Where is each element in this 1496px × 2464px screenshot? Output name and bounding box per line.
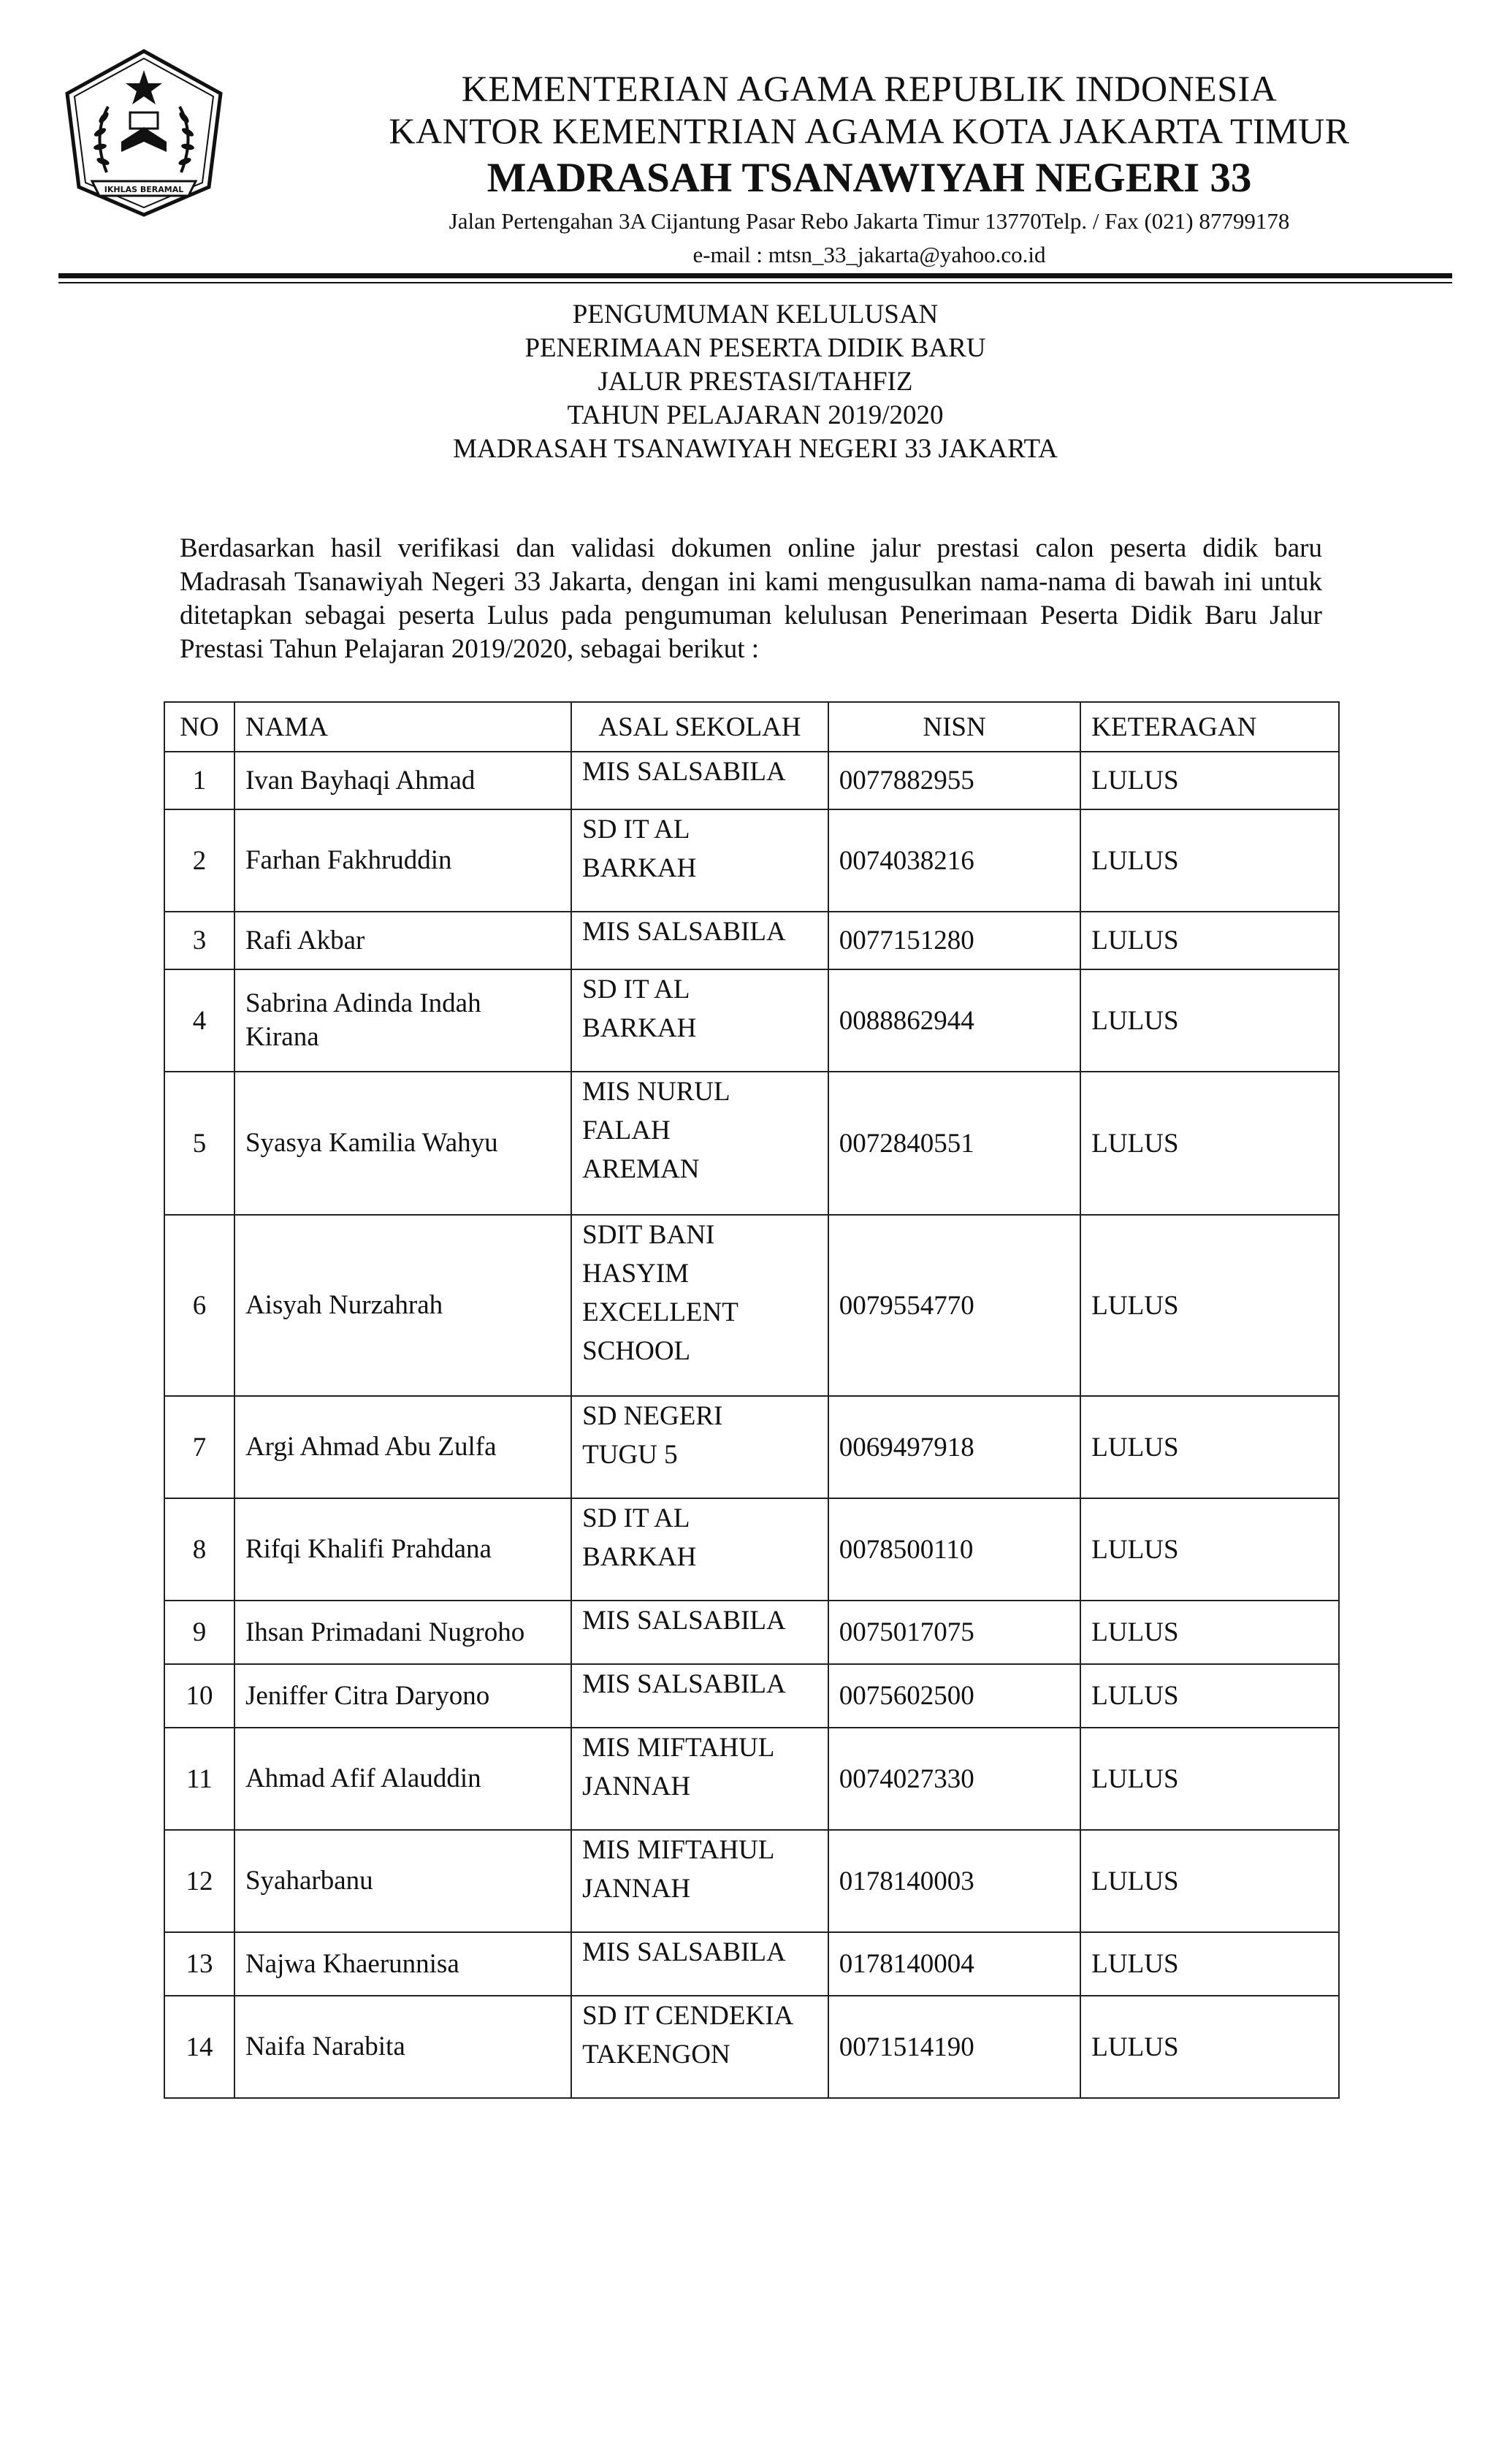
school-name-line: MIS SALSABILA xyxy=(582,1937,786,1967)
cell-asal-sekolah xyxy=(571,1072,828,1215)
cell-keterangan: LULUS xyxy=(1080,1601,1339,1664)
cell-nama: Rifqi Khalifi Prahdana xyxy=(234,1498,571,1601)
cell-asal-sekolah xyxy=(571,1396,828,1498)
cell-nisn: 0178140004 xyxy=(828,1932,1081,1996)
cell-nisn: 0069497918 xyxy=(828,1396,1081,1498)
school-name-line: SCHOOL xyxy=(582,1336,691,1366)
school-name-line: BARKAH xyxy=(582,853,697,883)
announcement-titles xyxy=(58,298,1452,466)
cell-asal-sekolah xyxy=(571,969,828,1072)
cell-asal-sekolah xyxy=(571,1728,828,1830)
cell-keterangan: LULUS xyxy=(1080,1072,1339,1215)
school-email: e-mail : mtsn_33_jakarta@yahoo.co.id xyxy=(692,242,1046,267)
table-row xyxy=(164,1215,1339,1396)
cell-nisn: 0077882955 xyxy=(828,752,1081,809)
table-body xyxy=(164,752,1339,2098)
school-name-line: TAKENGON xyxy=(582,2040,730,2070)
header-asal-sekolah: ASAL SEKOLAH xyxy=(571,702,828,752)
school-name-line: SDIT BANI xyxy=(582,1220,715,1250)
cell-no: 6 xyxy=(164,1215,234,1396)
announcement-title-line: TAHUN PELAJARAN 2019/2020 xyxy=(567,400,944,430)
cell-nama: Ivan Bayhaqi Ahmad xyxy=(234,752,571,809)
school-name-line: MIS SALSABILA xyxy=(582,1669,786,1699)
cell-asal-sekolah xyxy=(571,912,828,969)
announcement-title-line: PENGUMUMAN KELULUSAN xyxy=(572,300,939,329)
cell-nama: Ihsan Primadani Nugroho xyxy=(234,1601,571,1664)
table-row xyxy=(164,1072,1339,1215)
cell-nama: Farhan Fakhruddin xyxy=(234,809,571,912)
cell-keterangan: LULUS xyxy=(1080,912,1339,969)
header-no: NO xyxy=(164,702,234,752)
school-name-line: EXCELLENT xyxy=(582,1297,739,1327)
ministry-emblem-logo xyxy=(63,48,225,219)
cell-keterangan: LULUS xyxy=(1080,1664,1339,1728)
cell-nisn: 0078500110 xyxy=(828,1498,1081,1601)
table-row xyxy=(164,1932,1339,1996)
school-name-line: MIS NURUL xyxy=(582,1077,730,1107)
cell-keterangan: LULUS xyxy=(1080,1728,1339,1830)
office-line: KANTOR KEMENTRIAN AGAMA KOTA JAKARTA TIMUR xyxy=(389,110,1350,151)
cell-keterangan: LULUS xyxy=(1080,809,1339,912)
cell-no: 11 xyxy=(164,1728,234,1830)
letterhead xyxy=(241,67,1496,272)
cell-asal-sekolah xyxy=(571,1601,828,1664)
cell-asal-sekolah xyxy=(571,1664,828,1728)
cell-keterangan: LULUS xyxy=(1080,752,1339,809)
school-name-line: MIS MIFTAHUL xyxy=(582,1835,775,1865)
school-name: MADRASAH TSANAWIYAH NEGERI 33 xyxy=(486,155,1252,201)
announcement-title-line: JALUR PRESTASI/TAHFIZ xyxy=(598,367,913,397)
cell-asal-sekolah xyxy=(571,752,828,809)
graduation-table xyxy=(164,701,1340,2099)
cell-asal-sekolah xyxy=(571,1830,828,1932)
school-address: Jalan Pertengahan 3A Cijantung Pasar Rebo Jakarta Timur 13770Telp. / Fax (021) 87799178 xyxy=(449,208,1290,234)
cell-no: 14 xyxy=(164,1996,234,2098)
school-name-line: MIS MIFTAHUL xyxy=(582,1733,775,1763)
cell-nama: Argi Ahmad Abu Zulfa xyxy=(234,1396,571,1498)
cell-nama: Naifa Narabita xyxy=(234,1996,571,2098)
header-nisn: NISN xyxy=(828,702,1081,752)
header-keterangan: KETERAGAN xyxy=(1080,702,1339,752)
cell-keterangan: LULUS xyxy=(1080,1498,1339,1601)
table-header-row xyxy=(164,702,1339,752)
school-name-line: SD IT CENDEKIA xyxy=(582,2001,794,2031)
cell-asal-sekolah xyxy=(571,1932,828,1996)
cell-keterangan: LULUS xyxy=(1080,1932,1339,1996)
cell-nama: Syaharbanu xyxy=(234,1830,571,1932)
school-name-line: JANNAH xyxy=(582,1771,691,1801)
cell-keterangan: LULUS xyxy=(1080,1996,1339,2098)
cell-nama: Sabrina Adinda Indah Kirana xyxy=(234,969,571,1072)
cell-no: 10 xyxy=(164,1664,234,1728)
header-nama: NAMA xyxy=(234,702,571,752)
school-name-line: MIS SALSABILA xyxy=(582,757,786,787)
cell-no: 1 xyxy=(164,752,234,809)
cell-nama: Syasya Kamilia Wahyu xyxy=(234,1072,571,1215)
cell-asal-sekolah xyxy=(571,1498,828,1601)
cell-nisn: 0074038216 xyxy=(828,809,1081,912)
table-row xyxy=(164,1601,1339,1664)
cell-nama: Rafi Akbar xyxy=(234,912,571,969)
school-name-line: MIS SALSABILA xyxy=(582,917,786,947)
school-name-line: SD NEGERI xyxy=(582,1401,723,1431)
cell-nama: Najwa Khaerunnisa xyxy=(234,1932,571,1996)
table-row xyxy=(164,752,1339,809)
cell-nisn: 0074027330 xyxy=(828,1728,1081,1830)
school-name-line: MIS SALSABILA xyxy=(582,1606,786,1636)
table-row xyxy=(164,969,1339,1072)
letterhead-divider-thick xyxy=(58,273,1452,278)
school-name-line: JANNAH xyxy=(582,1874,691,1904)
cell-nama: Ahmad Afif Alauddin xyxy=(234,1728,571,1830)
cell-nisn: 0077151280 xyxy=(828,912,1081,969)
school-name-line: SD IT AL xyxy=(582,815,690,844)
table-row xyxy=(164,1498,1339,1601)
announcement-title-line: PENERIMAAN PESERTA DIDIK BARU xyxy=(524,333,986,363)
school-name-line: FALAH xyxy=(582,1115,671,1145)
cell-keterangan: LULUS xyxy=(1080,1830,1339,1932)
table-row xyxy=(164,1396,1339,1498)
intro-paragraph: Berdasarkan hasil verifikasi dan validasi dokumen online jalur prestasi calon peserta didik baru Madrasah Tsanawiyah Negeri 33 Jakarta, dengan ini kami mengusulkan nama-nama di bawah ini untuk ditetapkan sebagai peserta Lulus pada pengumuman kelulusan Penerimaan Peserta Didik Baru Jalur Prestasi Tahun Pelajaran 2019/2020, sebagai berikut : xyxy=(180,533,1322,664)
cell-no: 3 xyxy=(164,912,234,969)
cell-asal-sekolah xyxy=(571,1215,828,1396)
school-name-line: SD IT AL xyxy=(582,1503,690,1533)
ministry-line: KEMENTERIAN AGAMA REPUBLIK INDONESIA xyxy=(461,68,1278,109)
cell-nisn: 0075602500 xyxy=(828,1664,1081,1728)
cell-asal-sekolah xyxy=(571,1996,828,2098)
table-row xyxy=(164,1996,1339,2098)
cell-nisn: 0075017075 xyxy=(828,1601,1081,1664)
cell-no: 5 xyxy=(164,1072,234,1215)
cell-keterangan: LULUS xyxy=(1080,1215,1339,1396)
cell-no: 9 xyxy=(164,1601,234,1664)
table-row xyxy=(164,809,1339,912)
cell-nisn: 0178140003 xyxy=(828,1830,1081,1932)
cell-no: 4 xyxy=(164,969,234,1072)
table-row xyxy=(164,1664,1339,1728)
cell-no: 2 xyxy=(164,809,234,912)
letterhead-divider-thin xyxy=(58,282,1452,283)
school-name-line: BARKAH xyxy=(582,1013,697,1043)
cell-nama: Jeniffer Citra Daryono xyxy=(234,1664,571,1728)
cell-nisn: 0079554770 xyxy=(828,1215,1081,1396)
cell-nisn: 0072840551 xyxy=(828,1072,1081,1215)
table-row xyxy=(164,912,1339,969)
cell-no: 8 xyxy=(164,1498,234,1601)
school-name-line: SD IT AL xyxy=(582,974,690,1004)
announcement-title-line: MADRASAH TSANAWIYAH NEGERI 33 JAKARTA xyxy=(453,434,1058,464)
school-name-line: AREMAN xyxy=(582,1154,700,1184)
cell-nisn: 0071514190 xyxy=(828,1996,1081,2098)
table-row xyxy=(164,1830,1339,1932)
school-name-line: HASYIM xyxy=(582,1259,690,1289)
cell-no: 7 xyxy=(164,1396,234,1498)
cell-no: 13 xyxy=(164,1932,234,1996)
cell-asal-sekolah xyxy=(571,809,828,912)
cell-nisn: 0088862944 xyxy=(828,969,1081,1072)
school-name-line: TUGU 5 xyxy=(582,1440,678,1470)
cell-nama: Aisyah Nurzahrah xyxy=(234,1215,571,1396)
emblem-motto-text: IKHLAS BERAMAL xyxy=(104,185,184,194)
cell-keterangan: LULUS xyxy=(1080,1396,1339,1498)
cell-keterangan: LULUS xyxy=(1080,969,1339,1072)
cell-no: 12 xyxy=(164,1830,234,1932)
table-row xyxy=(164,1728,1339,1830)
school-name-line: BARKAH xyxy=(582,1542,697,1572)
